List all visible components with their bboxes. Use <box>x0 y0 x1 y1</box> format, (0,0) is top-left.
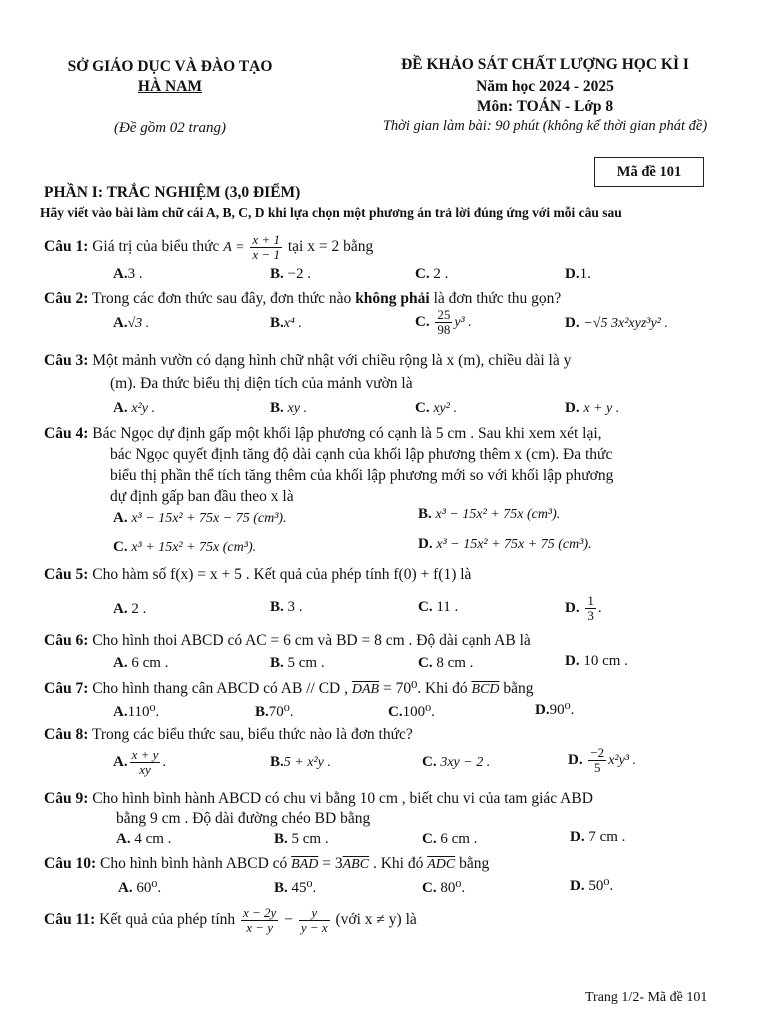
exam-title: ĐỀ KHẢO SÁT CHẤT LƯỢNG HỌC KÌ I <box>401 56 689 73</box>
option-b: B. xy . <box>270 400 307 416</box>
question-11: Câu 11: Kết quả của phép tính $\frac{x - 2y}{x - y}$ − $\frac{y}{y - x}$ (với x ≠ y) là <box>44 905 417 935</box>
question-7: Câu 7: Cho hình thang cân ABCD có AB // CD , $\overline{DAB} = 70^0$. Khi đó $\overline{BCD}$ bằng <box>44 680 534 697</box>
question-4-line4: dự định gấp ban đầu theo x là <box>110 488 294 505</box>
question-text: Giá trị của biểu thức <box>92 238 220 256</box>
option-b: B.x⁴ . <box>270 315 302 331</box>
angle-adc: $\overline{ADC}$ <box>427 857 456 872</box>
option-b: B. −2 . <box>270 266 311 282</box>
option-b: B. 45⁰. <box>274 880 317 896</box>
question-2: Câu 2: Trong các đơn thức sau đây, đơn thức nào không phải là đơn thức thu gọn? <box>44 290 562 307</box>
question-6: Câu 6: Cho hình thoi ABCD có AC = 6 cm và BD = 8 cm . Độ dài cạnh AB là <box>44 632 531 649</box>
option-c: C. 11 . <box>418 599 459 615</box>
option-c: C. x³ + 15x² + 75x (cm³). <box>113 539 257 555</box>
option-d: D. 7 cm . <box>570 829 626 845</box>
angle-bcd: $\overline{BCD}$ <box>471 682 500 697</box>
option-a: A. 6 cm . <box>113 655 169 671</box>
option-d: D. x³ − 15x² + 75x + 75 (cm³). <box>418 536 592 552</box>
option-d: D. 10 cm . <box>565 653 628 669</box>
option-b: B. 5 cm . <box>274 831 329 847</box>
question-4-line2: bác Ngọc quyết định tăng độ dài cạnh của khối lập phương thêm x (cm). Đa thức <box>110 446 613 463</box>
option-b: B. x³ − 15x² + 75x (cm³). <box>418 506 561 522</box>
option-b: B.5 + x²y . <box>270 754 331 770</box>
section-instruction: Hãy viết vào bài làm chữ cái A, B, C, D khi lựa chọn một phương án trả lời đúng ứng với mỗi câu sau <box>40 205 622 220</box>
angle-abc: $\overline{ABC}$ <box>342 857 370 872</box>
option-b: B. 5 cm . <box>270 655 325 671</box>
option-a: A. $\frac{x + y}{xy}$ . <box>113 747 167 777</box>
angle-dab: $\overline{DAB}$ <box>351 682 380 697</box>
option-c: C. xy² . <box>415 400 457 416</box>
question-4-line3: biểu thị phần thể tích tăng thêm của khối lập phương mới so với khối lập phương <box>110 467 614 484</box>
option-c: C. 80⁰. <box>422 880 466 896</box>
page-footer: Trang 1/2- Mã đề 101 <box>585 990 708 1005</box>
province-name: HÀ NAM <box>137 78 203 95</box>
option-d: D. 50⁰. <box>570 878 614 894</box>
question-text: tại x = 2 bằng <box>287 238 374 256</box>
question-9-line2: bằng 9 cm . Độ dài đường chéo BD bằng <box>116 810 371 827</box>
question-1: Câu 1: Giá trị của biểu thức A = $\frac{x + 1}{x - 1}$ tại x = 2 bằng <box>44 232 374 262</box>
question-3: Câu 3: Một mảnh vườn có dạng hình chữ nhật với chiều rộng là x (m), chiều dài là y <box>44 352 572 369</box>
option-c: C. $\frac{25}{98}$ y³ . <box>415 307 472 337</box>
option-d: D.1. <box>565 266 591 282</box>
option-a: A. 60⁰. <box>118 880 162 896</box>
question-8: Câu 8: Trong các biểu thức sau, biểu thức nào là đơn thức? <box>44 726 413 743</box>
pages-note: (Đề gồm 02 trang) <box>113 120 227 136</box>
option-b: B.70⁰. <box>255 704 294 720</box>
option-d: D. −√5 3x²xyz³y² . <box>565 315 668 331</box>
option-d: D. $\frac{-2}{5}$ x²y³ . <box>568 745 637 775</box>
option-c: C. 2 . <box>415 266 449 282</box>
option-a: A.3 . <box>113 266 143 282</box>
angle-bad: $\overline{BAD}$ <box>291 857 319 872</box>
question-9: Câu 9: Cho hình bình hành ABCD có chu vi bằng 10 cm , biết chu vi của tam giác ABD <box>44 790 593 807</box>
option-c: C. 8 cm . <box>418 655 474 671</box>
option-c: C. 6 cm . <box>422 831 478 847</box>
question-4: Câu 4: Bác Ngọc dự định gấp một khối lập phương có cạnh là 5 cm . Sau khi xem xét lại, <box>44 425 602 442</box>
section-title: PHẦN I: TRẮC NGHIỆM (3,0 ĐIỂM) <box>44 184 301 201</box>
option-a: A.110⁰. <box>113 704 160 720</box>
option-c: C. 3xy − 2 . <box>422 754 491 770</box>
time-note: Thời gian làm bài: 90 phút (không kể thời gian phát đề) <box>382 118 708 134</box>
option-d: D. $\frac{1}{3}$ . <box>565 593 602 623</box>
department-name: SỞ GIÁO DỤC VÀ ĐÀO TẠO <box>67 58 273 75</box>
exam-code-box: Mã đề 101 <box>594 157 704 187</box>
question-3-line2: (m). Đa thức biểu thị diện tích của mảnh vườn là <box>110 375 413 392</box>
subject: Môn: TOÁN - Lớp 8 <box>476 98 614 115</box>
option-a: A. 4 cm . <box>116 831 172 847</box>
question-label: Câu 1: <box>44 238 89 256</box>
option-d: D. x + y . <box>565 400 620 416</box>
option-a: A. x³ − 15x² + 75x − 75 (cm³). <box>113 510 287 526</box>
school-year: Năm học 2024 - 2025 <box>476 78 614 95</box>
option-a: A. 2 . <box>113 601 147 617</box>
option-a: A.√3 . <box>113 315 150 331</box>
option-d: D.90⁰. <box>535 702 575 718</box>
fraction: $\frac{x + 1}{x - 1}$ <box>252 232 280 262</box>
option-c: C.100⁰. <box>388 704 435 720</box>
option-a: A. x²y . <box>113 400 155 416</box>
question-5: Câu 5: Cho hàm số f(x) = x + 5 . Kết quả của phép tính f(0) + f(1) là <box>44 566 472 583</box>
option-b: B. 3 . <box>270 599 303 615</box>
question-10: Câu 10: Cho hình bình hành ABCD có $\overline{BAD} = 3\overline{ABC}$ . Khi đó $\overline{ADC}$ bằng <box>44 855 490 872</box>
